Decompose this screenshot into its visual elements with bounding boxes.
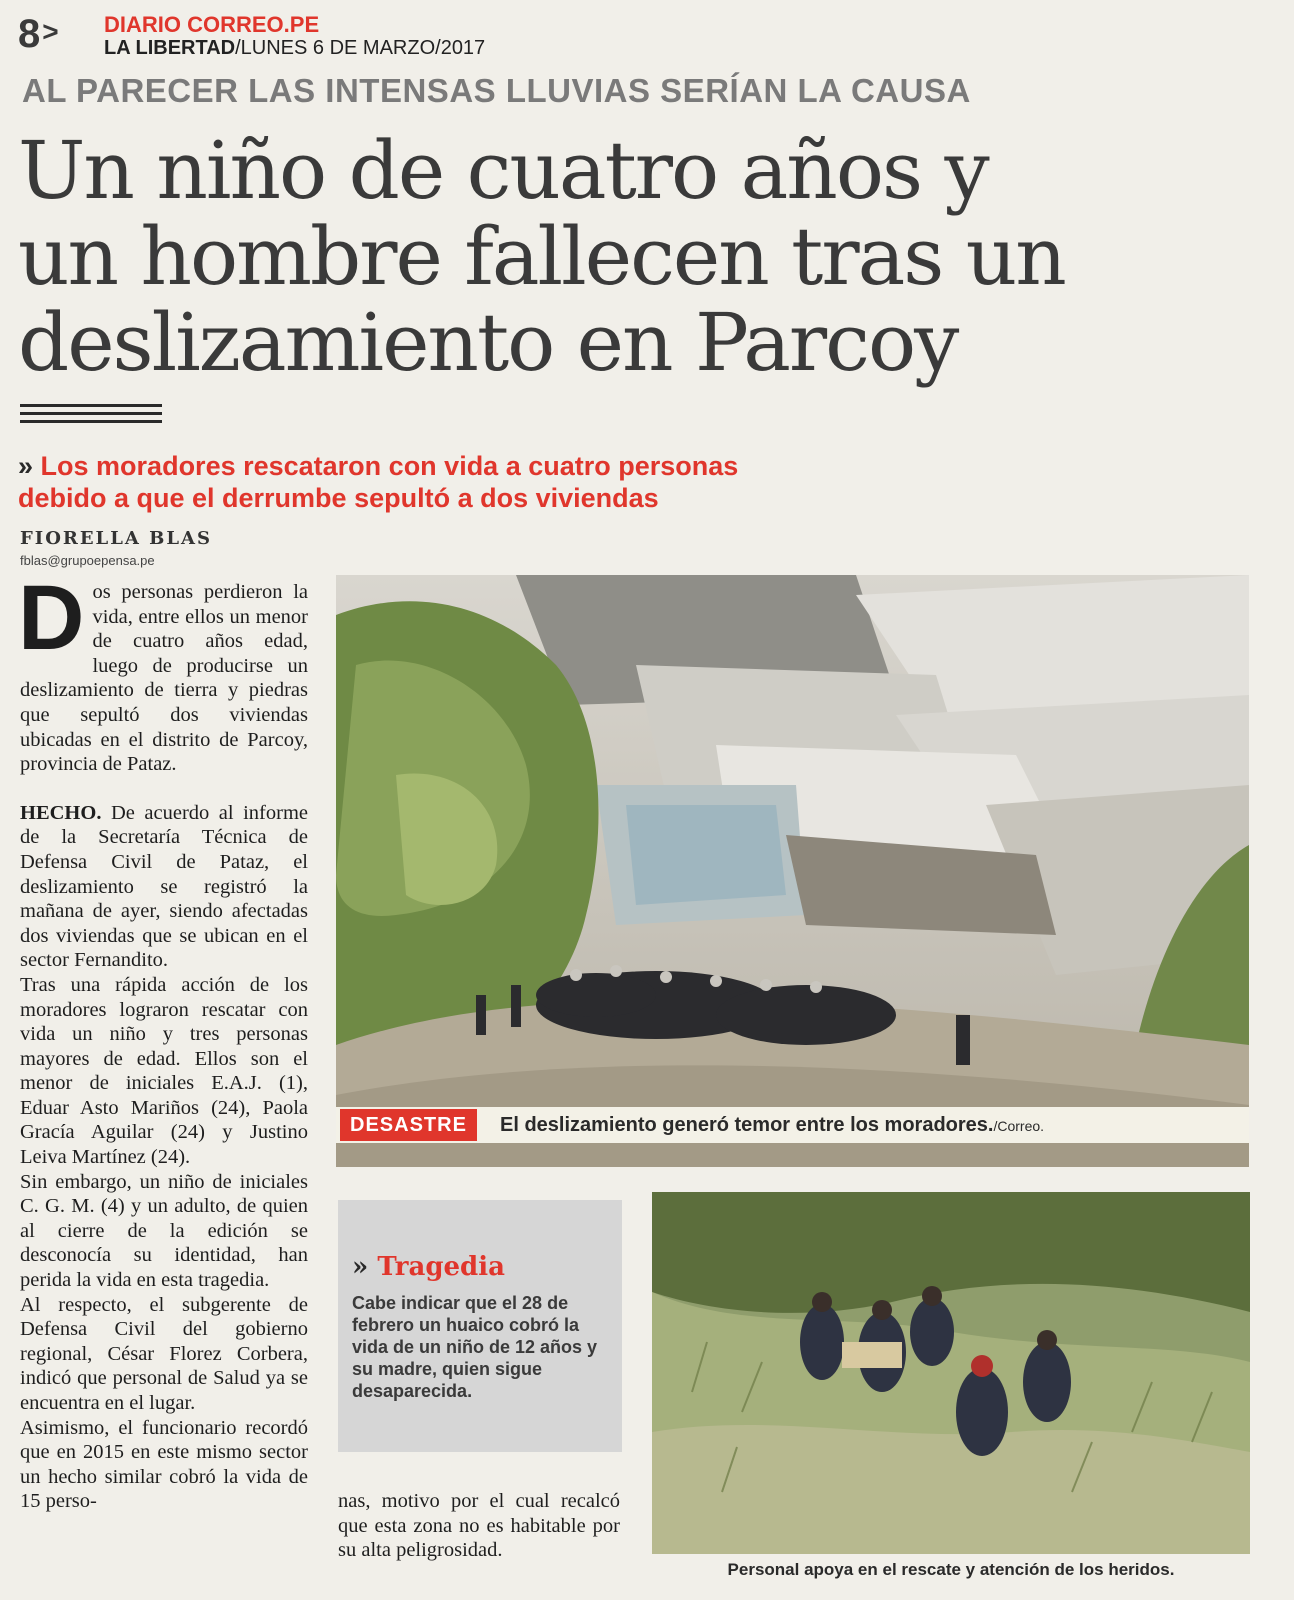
article-paragraph: Asimismo, el funcionario recordó que en 2015 en este mismo sector un hecho similar cobró la vida de 15 perso-: [20, 1416, 308, 1513]
brand-name: DIARIO CORREO.PE: [104, 12, 320, 37]
main-photo: [336, 575, 1249, 1167]
paragraph-lead: HECHO.: [20, 801, 102, 824]
headline-line: Un niño de cuatro años y: [18, 124, 988, 217]
dropcap: D: [18, 567, 85, 669]
deck-line: Los moradores rescataron con vida a cuatro personas: [40, 451, 739, 481]
rescue-photo-caption: Personal apoya en el rescate y atención de los heridos.: [727, 1560, 1175, 1579]
article-column-1: [18, 567, 308, 1514]
kicker: AL PARECER LAS INTENSAS LLUVIAS SERÍAN LA CAUSA: [22, 72, 971, 109]
article-paragraph: Tras una rápida acción de los moradores lograron rescatar con vida un niño y tres personas mayores de edad. Ellos son el menor de iniciales E.A.J. (1), Eduar Asto Mariños (24), Paola Gracía Aguilar (24) y Justino Leiva Martínez (24).: [20, 973, 308, 1169]
page-number: 8>: [18, 12, 59, 56]
section-date: [104, 38, 485, 58]
date: /LUNES 6 DE MARZO/2017: [235, 37, 486, 59]
region: LA LIBERTAD: [104, 37, 236, 59]
rescue-photo: [652, 1192, 1250, 1554]
sidebar-marker: »: [352, 1252, 369, 1282]
article-paragraph: Al respecto, el subgerente de Defensa Civil del gobierno regional, César Florez Corbera, indicó que personal de Salud ya se encuentra en el lugar.: [20, 1293, 308, 1414]
headline-line: un hombre fallecen tras un: [18, 210, 1065, 303]
main-photo-caption: El deslizamiento generó temor entre los moradores./Correo.: [500, 1114, 1045, 1136]
article-paragraph: nas, motivo por el cual recalcó que esta zona no es habitable por su alta peligrosidad.: [338, 1490, 620, 1562]
article-paragraph: Sin embargo, un niño de iniciales C. G. M. (4) y un adulto, de quien al cierre de la edición se desconocía su identidad, han perida la vida en esta tragedia.: [20, 1170, 308, 1292]
article-paragraph: Dos personas perdieron la vida, entre ellos un menor de cuatro años edad, luego de producirse un deslizamiento de tierra y piedras que sepultó dos viviendas ubicadas en el distrito de Parcoy, provincia de Pataz.: [18, 567, 308, 776]
photo-credit: /Correo.: [993, 1118, 1045, 1134]
byline-author: FIORELLA BLAS: [20, 528, 212, 549]
headline: [18, 124, 1258, 389]
page-marker: >: [42, 16, 59, 47]
caption-tag: DESASTRE: [340, 1109, 477, 1141]
decorative-rules: [20, 404, 162, 428]
sidebar-text: Cabe indicar que el 28 de febrero un huaico cobró la vida de un niño de 12 años y su madre, quien sigue desaparecida.: [352, 1293, 598, 1401]
article-column-2: [338, 1489, 620, 1563]
byline-email: fblas@grupoepensa.pe: [20, 553, 155, 568]
deck-marker: »: [18, 451, 34, 481]
article-paragraph: HECHO. De acuerdo al informe de la Secretaría Técnica de Defensa Civil de Pataz, el deslizamiento se registró la mañana de ayer, siendo afectadas dos viviendas que se ubican en el sector Fernandito.: [20, 801, 308, 972]
headline-line: deslizamiento en Parcoy: [18, 296, 958, 389]
sidebar-title: » Tragedia: [352, 1252, 505, 1282]
deck: [18, 450, 1018, 514]
deck-line: debido a que el derrumbe sepultó a dos viviendas: [18, 483, 659, 513]
